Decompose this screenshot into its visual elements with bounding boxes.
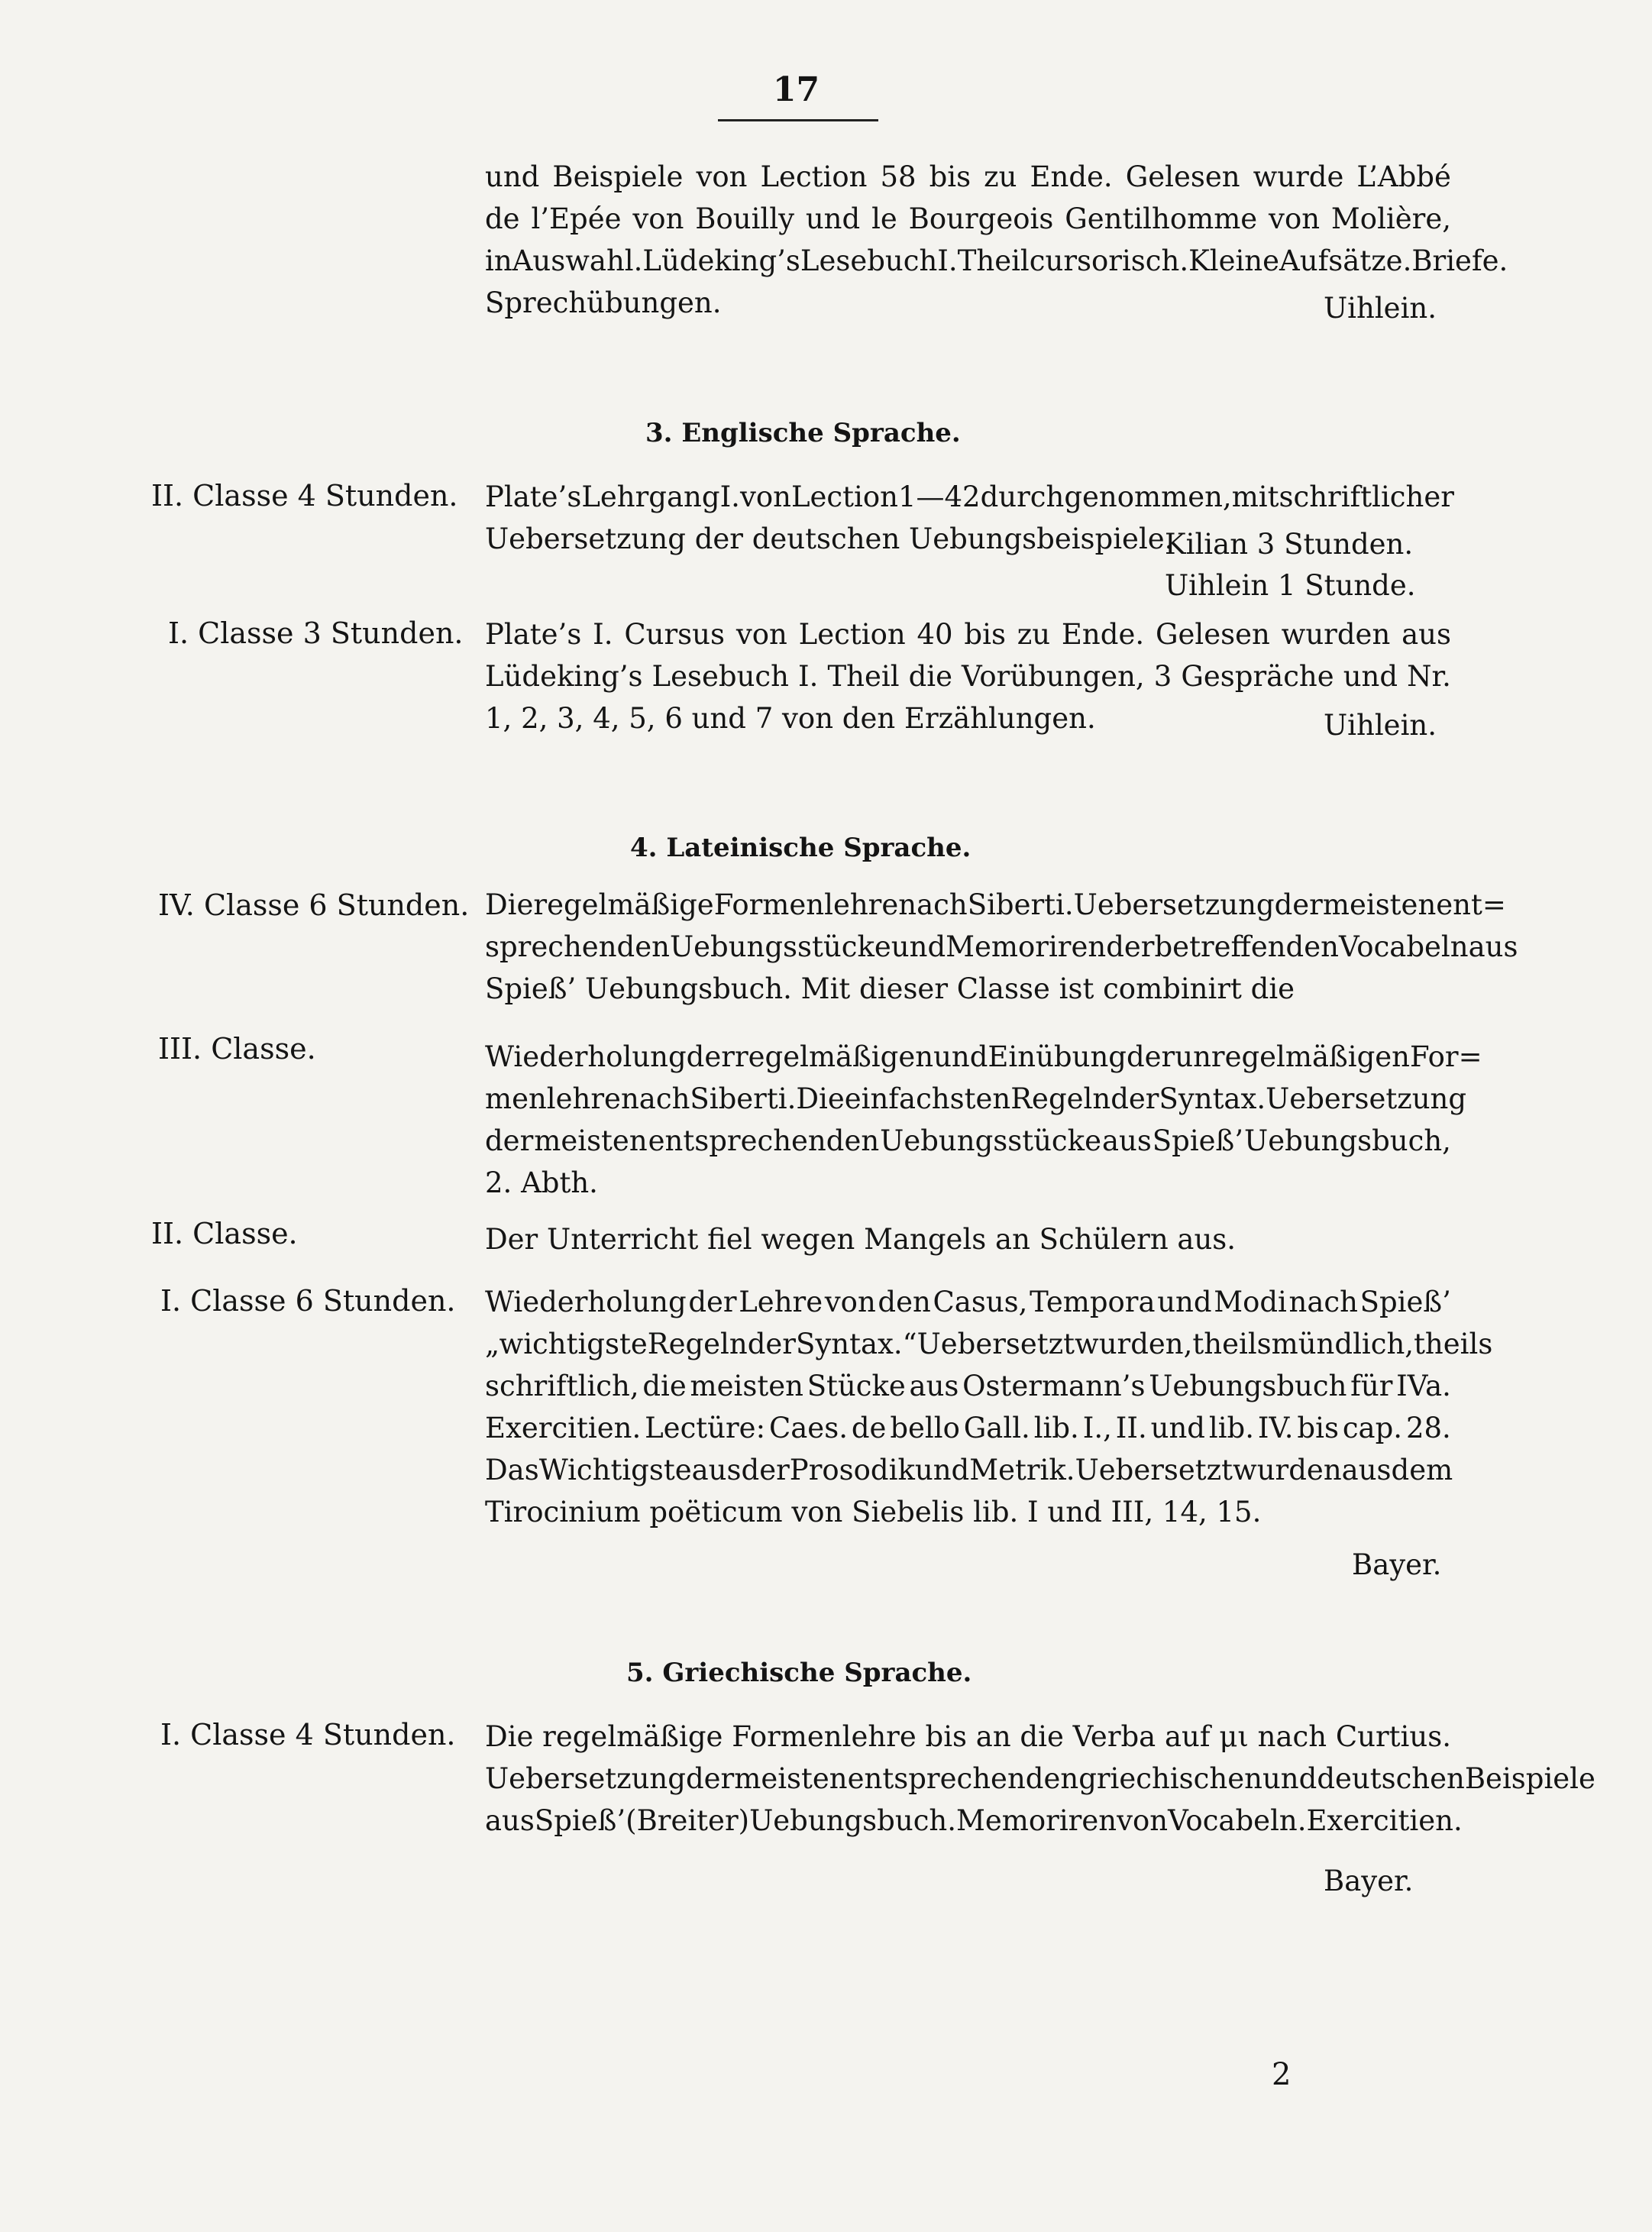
latin-class3-line-1 xyxy=(485,1040,1482,1073)
french-line-3 xyxy=(485,244,1508,277)
word: Wiederholung xyxy=(485,1040,687,1073)
word: entsprechenden xyxy=(648,1124,880,1157)
word: ent= xyxy=(1436,888,1506,921)
word: Theil xyxy=(827,660,900,693)
word: an xyxy=(975,1720,1011,1753)
word: der xyxy=(485,1124,534,1157)
word: betreffenden xyxy=(1154,930,1339,963)
word: von xyxy=(1117,1804,1169,1837)
word: Nr. xyxy=(1407,660,1451,693)
latin-class1-line-2 xyxy=(485,1328,1493,1360)
word: bis xyxy=(1297,1412,1339,1444)
word: 28. xyxy=(1405,1412,1451,1444)
word: aus xyxy=(691,1454,742,1486)
word: Curtius. xyxy=(1335,1720,1451,1753)
english-class1-line-1 xyxy=(485,620,1451,649)
word: regelmäßige xyxy=(542,1720,723,1753)
word: μι xyxy=(1219,1720,1249,1753)
greek-class1-line-3 xyxy=(485,1804,1463,1837)
word: bis xyxy=(964,618,1006,651)
word: Plate’s xyxy=(485,618,582,651)
latin-class1-line-6: Tirocinium poëticum von Siebelis lib. I und III, 14, 15. xyxy=(485,1496,1262,1528)
word: Auswahl. xyxy=(512,244,643,277)
word: Formenlehre xyxy=(713,888,899,921)
word: Bouilly xyxy=(695,202,794,235)
latin-class1-teacher: Bayer. xyxy=(1352,1548,1442,1581)
word: aus xyxy=(1468,930,1518,963)
word: Wichtigste xyxy=(538,1454,692,1486)
word: cap. xyxy=(1342,1412,1403,1444)
word: Gespräche xyxy=(1181,660,1334,693)
word: Das xyxy=(485,1454,539,1486)
word: I. xyxy=(593,618,613,651)
word: der xyxy=(741,1454,790,1486)
word: 40 xyxy=(917,618,953,651)
word: von xyxy=(1269,202,1321,235)
word: Ende. xyxy=(1061,618,1145,651)
word: regelmäßigen xyxy=(734,1040,934,1073)
word: Syntax. xyxy=(1159,1082,1266,1115)
word: aus xyxy=(485,1804,535,1837)
word: die xyxy=(908,660,952,693)
word: Vorübungen, xyxy=(962,660,1145,693)
word: der xyxy=(1106,930,1155,963)
word: cursorisch. xyxy=(1029,244,1189,277)
english-class2-line-2: Uebersetzung der deutschen Uebungsbeispiele. xyxy=(485,522,1174,555)
word: Gentilhomme xyxy=(1065,202,1258,235)
word: meisten xyxy=(534,1124,648,1157)
latin-class4-line-3: Spieß’ Uebungsbuch. Mit dieser Classe ist combinirt die xyxy=(485,972,1295,1005)
word: Uebersetzt xyxy=(917,1328,1075,1360)
word: theils xyxy=(1192,1328,1272,1360)
word: Memoriren xyxy=(956,1804,1117,1837)
word: und xyxy=(914,1454,970,1486)
word: I. xyxy=(719,480,740,513)
word: Spieß’ xyxy=(1359,1286,1451,1318)
word: l’Epée xyxy=(531,202,622,235)
latin-heading: 4. Lateinische Sprache. xyxy=(630,833,971,863)
word: die xyxy=(642,1370,687,1402)
word: Exercitien. xyxy=(485,1412,642,1444)
word: wurden xyxy=(1281,618,1391,651)
signature-mark: 2 xyxy=(1272,2057,1292,2092)
word: dem xyxy=(1391,1454,1453,1486)
word: Gelesen xyxy=(1125,160,1240,193)
word: Uebersetzung xyxy=(485,1762,686,1795)
latin-class3-line-4: 2. Abth. xyxy=(485,1166,598,1199)
word: menlehre xyxy=(485,1082,621,1115)
word: wurden, xyxy=(1075,1328,1193,1360)
latin-class1-line-5 xyxy=(485,1456,1451,1484)
word: griechischen xyxy=(1078,1762,1262,1795)
latin-class3-label: III. Classe. xyxy=(158,1032,316,1066)
word: Exercitien. xyxy=(1306,1804,1463,1837)
word: Regeln xyxy=(1010,1082,1111,1115)
word: von xyxy=(824,1286,876,1318)
english-class1-line-3: 1, 2, 3, 4, 5, 6 und 7 von den Erzählungen. xyxy=(485,702,1096,735)
word: 58 xyxy=(880,160,917,193)
word: „wichtigste xyxy=(485,1328,648,1360)
latin-class4-label: IV. Classe 6 Stunden. xyxy=(158,888,470,922)
word: meisten xyxy=(734,1762,848,1795)
word: mündlich, xyxy=(1271,1328,1414,1360)
greek-heading: 5. Griechische Sprache. xyxy=(626,1658,972,1688)
word: und xyxy=(805,202,861,235)
word: meisten xyxy=(690,1370,803,1402)
english-class2-line-1 xyxy=(485,480,1454,513)
word: Uebungsbuch. xyxy=(749,1804,957,1837)
word: Modi xyxy=(1214,1286,1287,1318)
word: und xyxy=(891,930,946,963)
word: nach xyxy=(1288,1286,1358,1318)
word: Beispiele xyxy=(552,160,684,193)
latin-class4-line-1 xyxy=(485,888,1506,921)
word: zu xyxy=(1017,618,1051,651)
word: von xyxy=(739,480,791,513)
word: der xyxy=(688,1286,737,1318)
word: Briefe. xyxy=(1411,244,1508,277)
word: I., xyxy=(1082,1412,1112,1444)
word: Spieß’ xyxy=(534,1804,626,1837)
word: Die xyxy=(485,888,534,921)
english-class1-line-2 xyxy=(485,662,1451,691)
word: Syntax.“ xyxy=(796,1328,917,1360)
word: Siberti. xyxy=(690,1082,797,1115)
latin-class4-line-2 xyxy=(485,930,1518,963)
word: I. xyxy=(937,244,958,277)
word: lib. xyxy=(1208,1412,1254,1444)
word: den xyxy=(878,1286,931,1318)
word: und xyxy=(1150,1412,1205,1444)
english-class2-label: II. Classe 4 Stunden. xyxy=(151,479,458,513)
word: Lection xyxy=(790,480,898,513)
word: Uebersetzung xyxy=(1266,1082,1467,1115)
english-class1-label: I. Classe 3 Stunden. xyxy=(168,616,464,650)
word: nach xyxy=(898,888,968,921)
word: mit xyxy=(1231,480,1279,513)
word: IV. xyxy=(1257,1412,1294,1444)
word: von xyxy=(735,618,787,651)
latin-class3-line-2 xyxy=(485,1082,1467,1115)
word: Uebungsstücke xyxy=(669,930,891,963)
word: bis xyxy=(925,1720,968,1753)
word: Lesebuch xyxy=(651,660,789,693)
word: le xyxy=(871,202,897,235)
word: Die xyxy=(796,1082,845,1115)
word: sprechenden xyxy=(485,930,670,963)
word: von xyxy=(632,202,684,235)
latin-class1-label: I. Classe 6 Stunden. xyxy=(160,1284,456,1318)
word: der xyxy=(685,1762,735,1795)
word: wurde xyxy=(1253,160,1344,193)
word: deutschen xyxy=(1317,1762,1465,1795)
word: lib. xyxy=(1033,1412,1079,1444)
word: 3 xyxy=(1153,660,1172,693)
french-line-1 xyxy=(485,160,1451,193)
word: in xyxy=(485,244,512,277)
word: Lectüre: xyxy=(645,1412,766,1444)
word: Plate’s xyxy=(485,480,582,513)
word: der xyxy=(1274,888,1323,921)
word: de xyxy=(851,1412,887,1444)
word: Uebungsstücke xyxy=(880,1124,1101,1157)
word: bello xyxy=(890,1412,960,1444)
word: Lüdeking’s xyxy=(485,660,643,693)
word: unregelmäßigen xyxy=(1175,1040,1410,1073)
word: schriftlich, xyxy=(485,1370,639,1402)
word: Ende. xyxy=(1030,160,1113,193)
word: Regeln xyxy=(647,1328,748,1360)
word: 1—42 xyxy=(897,480,981,513)
latin-class2-label: II. Classe. xyxy=(151,1217,298,1250)
word: der xyxy=(747,1328,796,1360)
page-number: 17 xyxy=(772,70,820,109)
greek-class1-teacher: Bayer. xyxy=(1324,1865,1414,1897)
word: der xyxy=(686,1040,735,1073)
word: durchgenommen, xyxy=(980,480,1232,513)
word: Wiederholung xyxy=(485,1286,687,1318)
word: die xyxy=(1020,1720,1064,1753)
word: auf xyxy=(1165,1720,1211,1753)
word: Lection xyxy=(798,618,906,651)
word: Vocabeln xyxy=(1338,930,1469,963)
word: de xyxy=(485,202,520,235)
word: Gall. xyxy=(963,1412,1030,1444)
latin-class1-line-4 xyxy=(485,1414,1451,1442)
word: Uebungsbuch xyxy=(1149,1370,1347,1402)
word: I. xyxy=(798,660,819,693)
french-line-2 xyxy=(485,202,1451,235)
word: Die xyxy=(485,1720,534,1753)
word: Casus, xyxy=(933,1286,1028,1318)
word: schriftlicher xyxy=(1279,480,1454,513)
word: und xyxy=(1157,1286,1212,1318)
word: Bourgeois xyxy=(908,202,1054,235)
word: aus xyxy=(1101,1124,1152,1157)
word: einfachsten xyxy=(844,1082,1011,1115)
word: von xyxy=(696,160,748,193)
word: Aufsätze. xyxy=(1279,244,1412,277)
word: nach xyxy=(620,1082,690,1115)
word: IVa. xyxy=(1396,1370,1451,1402)
greek-class1-line-1 xyxy=(485,1720,1451,1753)
word: zu xyxy=(984,160,1017,193)
greek-class1-label: I. Classe 4 Stunden. xyxy=(160,1718,456,1752)
word: nach xyxy=(1257,1720,1327,1753)
word: Einübung xyxy=(988,1040,1127,1073)
word: L’Abbé xyxy=(1356,160,1451,193)
word: II. xyxy=(1115,1412,1147,1444)
word: bis xyxy=(929,160,971,193)
word: Cursus xyxy=(624,618,725,651)
word: meisten xyxy=(1322,888,1437,921)
word: Theil xyxy=(957,244,1030,277)
word: entsprechenden xyxy=(847,1762,1079,1795)
word: Memoriren xyxy=(946,930,1107,963)
word: Uebersetzt xyxy=(1075,1454,1233,1486)
word: regelmäßige xyxy=(533,888,714,921)
french-teacher: Uihlein. xyxy=(1324,292,1437,325)
english-class2-teacher-2: Uihlein 1 Stunde. xyxy=(1165,569,1416,602)
word: Spieß’ xyxy=(1152,1124,1244,1157)
greek-class1-line-2 xyxy=(485,1762,1595,1795)
page-number-rule xyxy=(718,119,878,121)
latin-class2-line-1: Der Unterricht fiel wegen Mangels an Schülern aus. xyxy=(485,1223,1237,1256)
word: Caes. xyxy=(768,1412,848,1444)
word: Uebersetzung xyxy=(1073,888,1275,921)
latin-class1-line-1 xyxy=(485,1288,1451,1316)
word: Verba xyxy=(1072,1720,1156,1753)
english-class1-teacher: Uihlein. xyxy=(1324,709,1437,742)
word: wurden xyxy=(1233,1454,1342,1486)
word: und xyxy=(1343,660,1398,693)
word: Kleine xyxy=(1188,244,1280,277)
word: Stücke xyxy=(807,1370,906,1402)
english-class2-teacher-1: Kilian 3 Stunden. xyxy=(1165,528,1414,561)
word: aus xyxy=(909,1370,959,1402)
word: aus xyxy=(1341,1454,1392,1486)
word: Tempora xyxy=(1030,1286,1156,1318)
french-line-4: Sprechübungen. xyxy=(485,286,722,319)
word: Siberti. xyxy=(967,888,1074,921)
word: aus xyxy=(1401,618,1451,651)
word: für xyxy=(1350,1370,1393,1402)
word: Lehre xyxy=(739,1286,823,1318)
word: (Breiter) xyxy=(626,1804,750,1837)
word: und xyxy=(485,160,540,193)
latin-class1-line-3 xyxy=(485,1372,1451,1400)
word: Uebungsbuch, xyxy=(1244,1124,1451,1157)
english-heading: 3. Englische Sprache. xyxy=(645,418,961,448)
word: Vocabeln. xyxy=(1168,1804,1307,1837)
word: Beispiele xyxy=(1464,1762,1595,1795)
word: Gelesen xyxy=(1155,618,1270,651)
word: der xyxy=(1110,1082,1159,1115)
word: Lehrgang xyxy=(581,480,720,513)
word: Ostermann’s xyxy=(962,1370,1146,1402)
word: und xyxy=(933,1040,988,1073)
word: Lüdeking’s xyxy=(642,244,800,277)
word: der xyxy=(1126,1040,1175,1073)
word: Metrik. xyxy=(969,1454,1075,1486)
word: For= xyxy=(1410,1040,1482,1073)
word: theils xyxy=(1414,1328,1493,1360)
word: Lesebuch xyxy=(800,244,938,277)
word: und xyxy=(1262,1762,1317,1795)
word: Lection xyxy=(760,160,868,193)
word: Prosodik xyxy=(789,1454,915,1486)
latin-class3-line-3 xyxy=(485,1124,1451,1157)
word: Molière, xyxy=(1330,202,1451,235)
word: Formenlehre xyxy=(732,1720,917,1753)
